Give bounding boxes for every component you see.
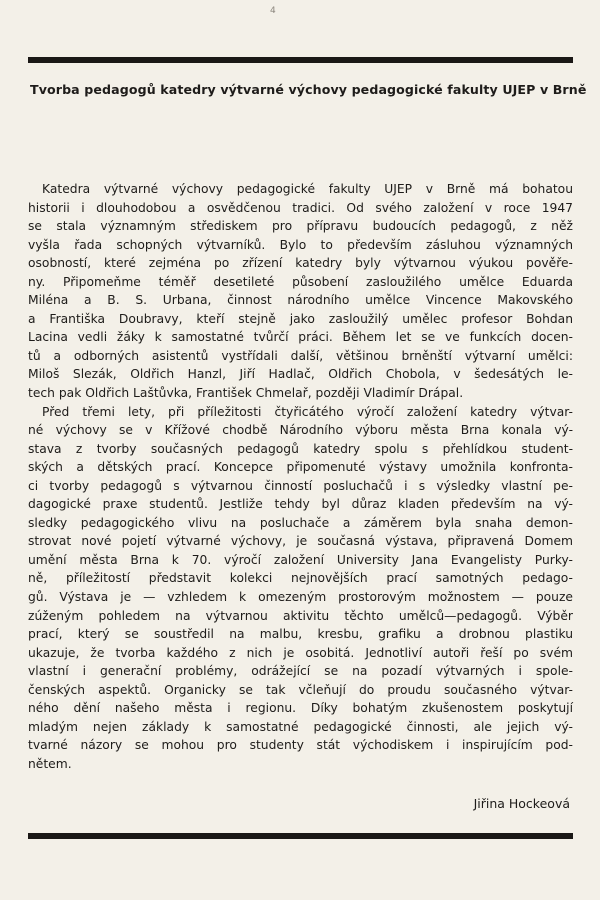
paragraph-1-line: historii i dlouhodobou a osvědčenou tradici. Od svého založení v roce 1947	[28, 200, 573, 215]
page-number: 4	[270, 6, 276, 16]
paragraph-2-line: strovat nové pojetí výtvarné výchovy, je současná výstava, připravená Domem	[28, 534, 573, 549]
top-rule	[28, 57, 573, 63]
paragraph-2-line: umění města Brna k 70. výročí založení University Jana Evangelisty Purky-	[28, 552, 573, 567]
paragraph-1-line: Katedra výtvarné výchovy pedagogické fakulty UJEP v Brně má bohatou	[42, 182, 573, 196]
paragraph-2-line: ného dění našeho města i regionu. Díky bohatým zkušenostem poskytují	[28, 701, 573, 716]
paragraph-2-line: ských a dětských prací. Koncepce připomenuté výstavy umožnila konfronta-	[28, 460, 573, 475]
paragraph-1-line: a Františka Doubravy, kteří stejně jako zasloužilý umělec profesor Bohdan	[28, 311, 573, 326]
paragraph-2-line: né výchovy se v Křížové chodbě Národního výboru města Brna konala vý-	[28, 423, 573, 438]
paragraph-1-line: Miléna a B. S. Urbana, činnost národního umělce Vincence Makovského	[28, 293, 573, 308]
paragraph-2-line: gů. Výstava je — vzhledem k omezeným prostorovým možnostem — pouze	[28, 590, 573, 605]
paragraph-2-line: mladým nejen základy k samostatné pedagogické činnosti, ale jejich vý-	[28, 719, 573, 734]
paragraph-1-line: tů a odborných asistentů vystřídali další, většinou brněnští výtvarní umělci:	[28, 348, 573, 363]
paragraph-2-line: stava z tvorby současných pedagogů katedry spolu s přehlídkou student-	[28, 441, 573, 456]
article-title: Tvorba pedagogů katedry výtvarné výchovy pedagogické fakulty UJEP v Brně	[30, 82, 587, 97]
paragraph-2-line: sledky pedagogického vlivu na posluchače a záměrem byla snaha demon-	[28, 515, 573, 530]
paragraph-2-line: Před třemi lety, při příležitosti čtyřicátého výročí založení katedry výtvar-	[42, 404, 573, 419]
paragraph-2-line: dagogické praxe studentů. Jestliže tehdy byl důraz kladen především na vý-	[28, 497, 573, 512]
paragraph-2-line: zúženým pohledem na výtvarnou aktivitu těchto umělců—pedagogů. Výběr	[28, 608, 573, 623]
article-body	[28, 180, 573, 774]
paragraph-2-line: ci tvorby pedagogů s výtvarnou činností posluchačů i s výsledky vlastní pe-	[28, 478, 573, 493]
paragraph-2-line: tvarné názory se mohou pro studenty stát východiskem i inspirujícím pod-	[28, 738, 573, 753]
paragraph-1-line: tech pak Oldřich Laštůvka, František Chmelař, později Vladimír Drápal.	[28, 386, 464, 401]
paragraph-1-line: vyšla řada schopných výtvarníků. Bylo to především zásluhou významných	[28, 237, 573, 252]
paragraph-1-line: se stala významným střediskem pro přípravu budoucích pedagogů, z něž	[28, 219, 573, 234]
author-signature: Jiřina Hockeová	[473, 796, 570, 811]
paragraph-2-line: prací, který se soustředil na malbu, kresbu, grafiku a drobnou plastiku	[28, 627, 573, 642]
bottom-rule	[28, 833, 573, 839]
paragraph-2-line: nětem.	[28, 756, 72, 771]
paragraph-1-line: Miloš Slezák, Oldřich Hanzl, Jiří Hadlač, Oldřich Chobola, v šedesátých le-	[28, 367, 573, 382]
paragraph-2-line: vlastní i generační problémy, odrážející se na pozadí výtvarných i spole-	[28, 664, 573, 679]
paragraph-1-line: ny. Připomeňme téměř desetileté působení zasloužilého umělce Eduarda	[28, 274, 573, 289]
paragraph-1-line: osobností, které zejména po zřízení katedry byly výtvarnou výukou pověře-	[28, 256, 573, 271]
paragraph-2-line: ně, příležitostí představit kolekci nejnovějších prací samotných pedago-	[28, 571, 573, 586]
paragraph-2-line: ukazuje, že tvorba každého z nich je osobitá. Jednotliví autoři řeší po svém	[28, 645, 573, 660]
paragraph-1-line: Lacina vedli žáky k samostatné tvůrčí práci. Během let se ve funkcích docen-	[28, 330, 573, 345]
paragraph-2-line: čenských aspektů. Organicky se tak včleňují do proudu současného výtvar-	[28, 682, 573, 697]
